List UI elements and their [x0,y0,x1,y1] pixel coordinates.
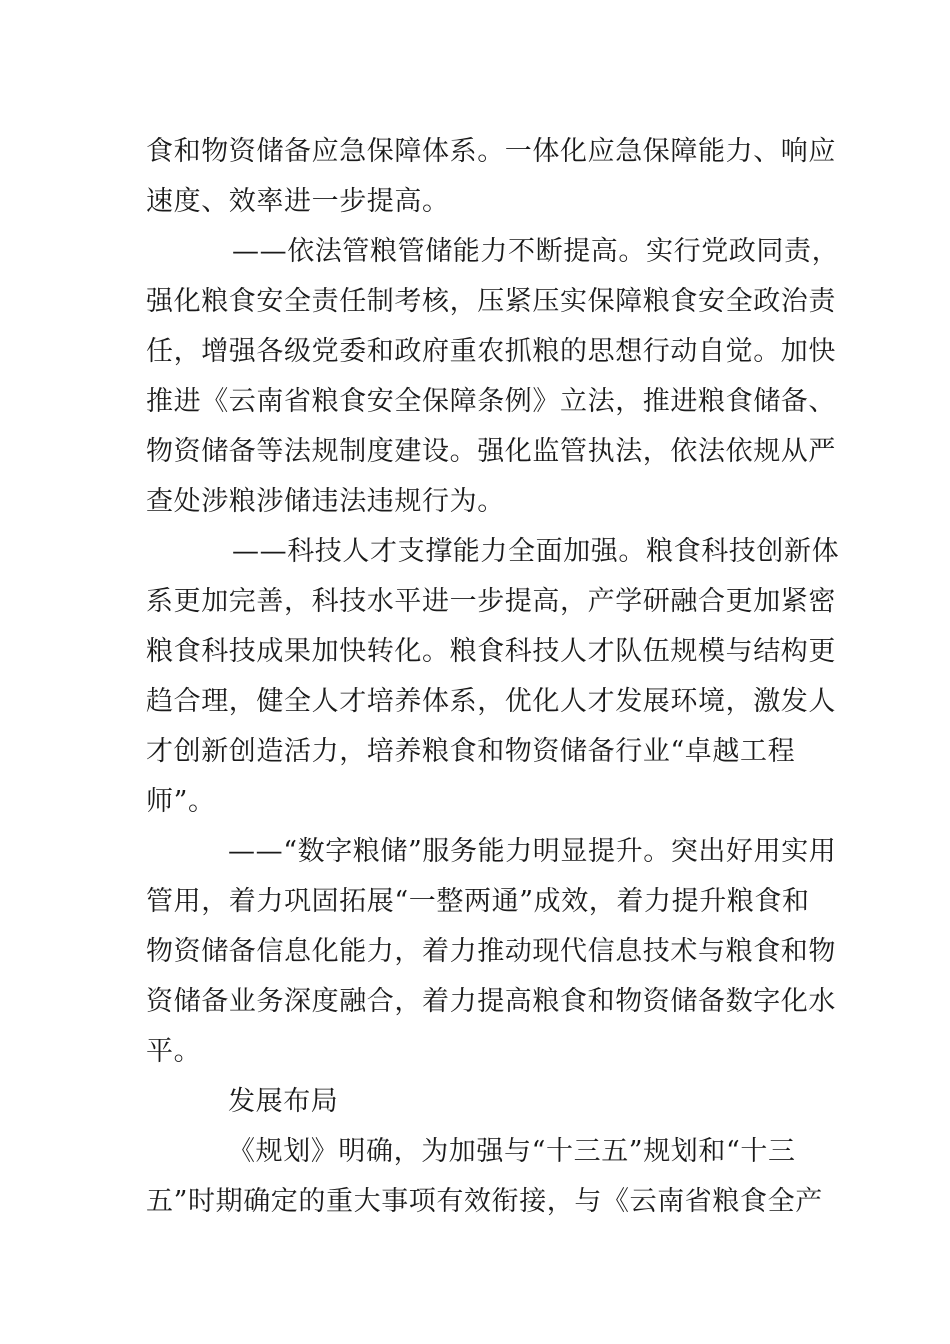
section-heading: 发展布局 [228,1086,339,1117]
text-line: 物资储备等法规制度建设。强化监管执法，依法依规从严 [146,436,836,467]
text-line: 速度、效率进一步提高。 [146,186,450,217]
text-line: 食和物资储备应急保障体系。一体化应急保障能力、响应 [146,136,836,167]
text-line: 才创新创造活力，培养粮食和物资储备行业“卓越工程 [146,736,796,767]
text-line: 趋合理，健全人才培养体系，优化人才发展环境，激发人 [146,686,836,717]
text-line: 强化粮食安全责任制考核，压紧压实保障粮食安全政治责 [146,286,836,317]
text-line: 推进《云南省粮食安全保障条例》立法，推进粮食储备、 [146,386,836,417]
text-line: 系更加完善，科技水平进一步提高，产学研融合更加紧密 [146,586,836,617]
text-line: 《规划》明确，为加强与“十三五”规划和“十三 [228,1136,796,1167]
text-line: ——依法管粮管储能力不断提高。实行党政同责， [232,236,840,267]
text-line: 资储备业务深度融合，着力提高粮食和物资储备数字化水 [146,986,836,1017]
text-line: 物资储备信息化能力，着力推动现代信息技术与粮食和物 [146,936,836,967]
text-line: 管用，着力巩固拓展“一整两通”成效，着力提升粮食和 [146,886,810,917]
text-line: 平。 [146,1036,202,1067]
text-line: 任，增强各级党委和政府重农抓粮的思想行动自觉。加快 [146,336,836,367]
text-line: 粮食科技成果加快转化。粮食科技人才队伍规模与结构更 [146,636,836,667]
text-line: ——科技人才支撑能力全面加强。粮食科技创新体 [232,536,840,567]
text-line: 查处涉粮涉储违法违规行为。 [146,486,505,517]
text-line: 五”时期确定的重大事项有效衔接，与《云南省粮食全产 [146,1186,823,1217]
text-line: ——“数字粮储”服务能力明显提升。突出好用实用 [228,836,837,867]
text-line: 师”。 [146,786,216,817]
